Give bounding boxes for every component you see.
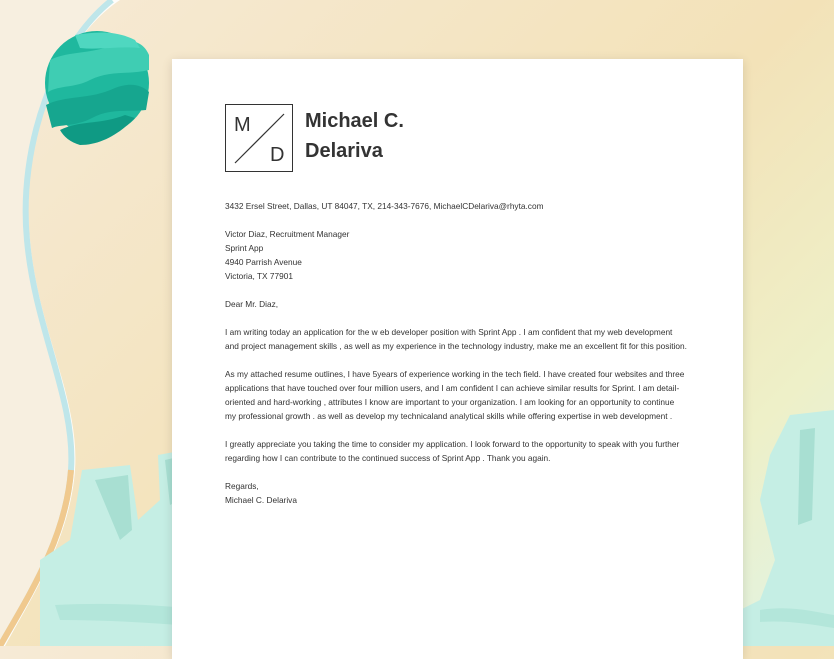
- recipient-company: Sprint App: [225, 243, 264, 253]
- closing: Regards,: [225, 481, 259, 491]
- recipient-city: Victoria, TX 77901: [225, 271, 293, 281]
- monogram-letter-d: D: [270, 144, 285, 166]
- recipient-block: [225, 227, 687, 283]
- monogram-letter-m: M: [234, 114, 251, 136]
- monogram-logo: [225, 104, 293, 172]
- letter-body: [225, 199, 687, 521]
- paragraph-3: I greatly appreciate you taking the time to consider my application. I look forward to the opportunity to speak with you further regarding how I can contribute to the continued success of Sprint App . Thank you again.: [225, 439, 680, 463]
- salutation: Dear Mr. Diaz,: [225, 299, 279, 309]
- recipient-name: Victor Diaz, Recruitment Manager: [225, 229, 350, 239]
- applicant-name: [305, 106, 404, 166]
- name-line-2: Delariva: [305, 140, 383, 162]
- name-line-1: Michael C.: [305, 110, 404, 132]
- recipient-street: 4940 Parrish Avenue: [225, 257, 302, 267]
- signature: Michael C. Delariva: [225, 495, 297, 505]
- cover-letter-page: [172, 59, 743, 659]
- closing-block: [225, 479, 687, 507]
- paragraph-2: As my attached resume outlines, I have 5years of experience working in the tech field. I have created four websites and three applications that have touched over four million users, and I am confident I can achieve similar results for Sprint. I am detail-oriented and hard-working , attributes I know are important to your organization. I am looking for an opportunity to continue my professional growth . as well as develop my technicaland analytical skills while offering expertise in web development .: [225, 369, 685, 421]
- paragraph-1: I am writing today an application for the w eb developer position with Sprint App . I am confident that my web development and project management skills , as well as my experience in the technology industry, make me an excellent fit for this position.: [225, 327, 687, 351]
- contact-line: 3432 Ersel Street, Dallas, UT 84047, TX, 214-343-7676, MichaelCDelariva@rhyta.com: [225, 201, 544, 211]
